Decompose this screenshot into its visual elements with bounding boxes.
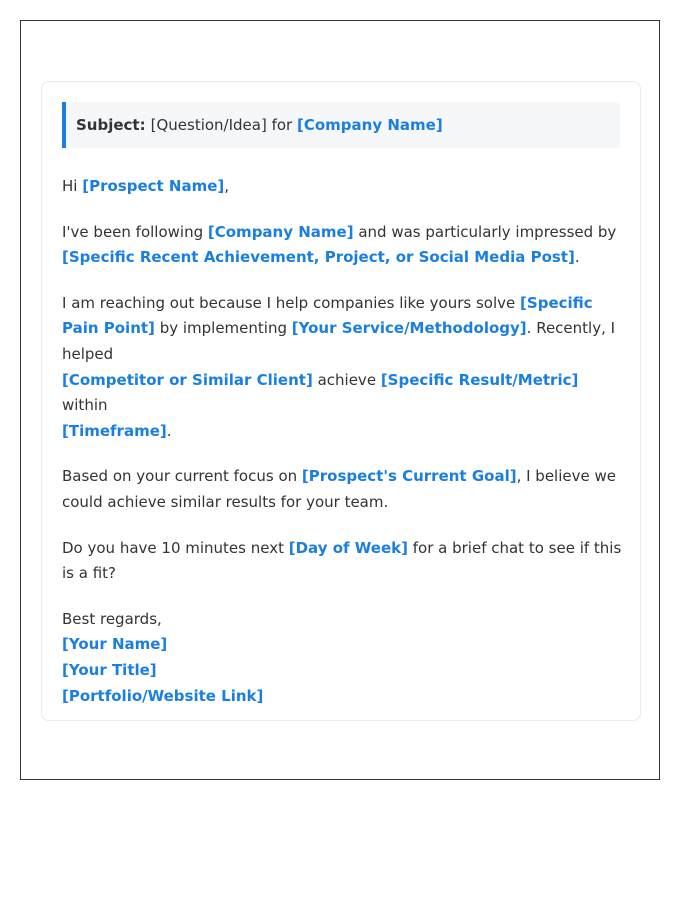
- greeting-text: Hi: [62, 177, 78, 195]
- paragraph-intro: [62, 220, 622, 271]
- placeholder-company-name: [Company Name]: [207, 222, 354, 241]
- placeholder-service: [Your Service/Methodology]: [291, 319, 527, 338]
- email-template-card: [41, 81, 641, 721]
- cta-text-1: Do you have 10 minutes next: [62, 538, 284, 557]
- subject-line: [62, 102, 620, 148]
- paragraph-cta: [62, 536, 622, 587]
- email-body: [62, 174, 622, 729]
- placeholder-achievement: [Specific Recent Achievement, Project, or Social Media Post]: [62, 248, 575, 267]
- placeholder-timeframe: [Timeframe]: [62, 421, 167, 440]
- closing-text: Best regards,: [62, 609, 162, 628]
- greeting: [62, 174, 622, 200]
- greeting-comma: ,: [224, 177, 230, 195]
- subject-text: [Question/Idea] for: [150, 116, 293, 134]
- page-frame: [20, 20, 660, 780]
- placeholder-current-goal: [Prospect's Current Goal]: [301, 467, 517, 486]
- placeholder-result: [Specific Result/Metric]: [380, 370, 579, 389]
- value-text-5: within: [62, 396, 108, 415]
- goal-text-2: , I believe we could achieve similar results for your team.: [62, 467, 616, 511]
- cta-text-2: for a brief chat to see if this is a fit?: [62, 538, 622, 583]
- goal-text-1: Based on your current focus on: [62, 467, 298, 486]
- intro-text-3: .: [574, 248, 580, 267]
- subject-label: Subject:: [76, 116, 146, 134]
- placeholder-client: [Competitor or Similar Client]: [62, 370, 313, 389]
- intro-text-1: I've been following: [62, 222, 204, 241]
- signature: [62, 607, 622, 709]
- intro-text-2: and was particularly impressed by: [358, 222, 617, 241]
- placeholder-your-name: [Your Name]: [62, 635, 168, 654]
- placeholder-portfolio-link: [Portfolio/Website Link]: [62, 686, 264, 705]
- value-text-4: achieve: [317, 370, 377, 389]
- placeholder-company-name: [Company Name]: [297, 116, 443, 134]
- placeholder-pain-point: [Specific Pain Point]: [62, 293, 593, 338]
- paragraph-goal: [62, 464, 622, 515]
- value-text-1: I am reaching out because I help companies like yours solve: [62, 293, 516, 312]
- value-text-2: by implementing: [159, 319, 287, 338]
- placeholder-your-title: [Your Title]: [62, 660, 157, 679]
- value-text-3: . Recently, I helped: [62, 319, 616, 363]
- placeholder-day-of-week: [Day of Week]: [288, 538, 408, 557]
- value-text-6: .: [166, 421, 172, 440]
- paragraph-value: [62, 291, 622, 445]
- placeholder-prospect-name: [Prospect Name]: [82, 177, 225, 195]
